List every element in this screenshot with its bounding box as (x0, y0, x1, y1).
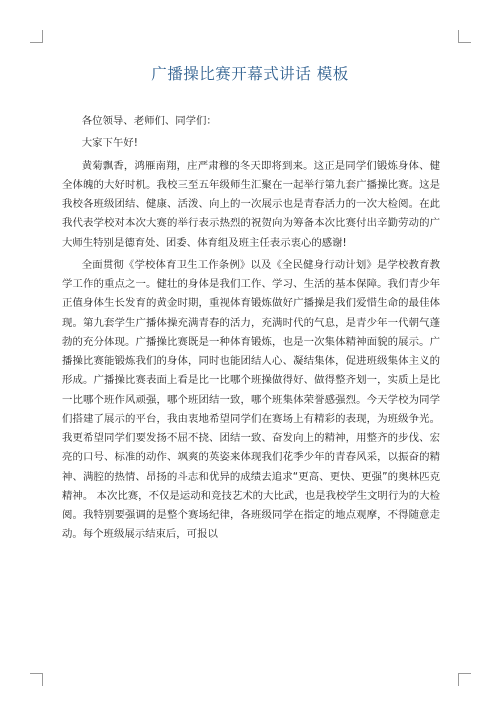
corner-mark-bottom-right (458, 673, 471, 686)
corner-mark-top-left (30, 30, 43, 43)
greeting: 大家下午好! (81, 137, 138, 150)
paragraph-1: 黄菊飘香，鸿雁南翔，庄严肃穆的冬天即将到来。这正是同学们锻炼身体、健全体魄的大好时机。我校三至五年级师生汇聚在一起举行第九套广播操比赛。这是我校各班级团结、健康、活泼、向上的一次展示也是青春活力的一次大检阅。在此我代表学校对本次大赛的举行表示热烈的祝贺向为筹备本次比赛付出辛勤劳动的广大师生特别是德育处、团委、体育组及班主任表示衷心的感谢! (62, 159, 440, 249)
paragraph-2: 全面贯彻《学校体育卫生工作条例》以及《全民健身行动计划》是学校教育教学工作的重点之一。健壮的身体是我们工作、学习、生活的基本保障。我们青少年正值身体生长发育的黄金时期，重视体育锻炼做好广播操是我们爱惜生命的最佳体现。第九套学生广播体操充满青春的活力，充满时代的气息，是青少年一代朝气蓬勃的充分体现。广播操比赛既是一种体育锻炼，也是一次集体精神面貌的展示。广播操比赛能锻炼我们的身体，同时也能团结人心、凝结集体，促进班级集体主义的形成。广播操比赛表面上看是比一比哪个班操做得好、做得整齐划一，实质上是比一比哪个班作风顽强，哪个班团结一致，哪个班集体荣誉感强烈。今天学校为同学们搭建了展示的平台，我由衷地希望同学们在赛场上有精彩的表现，为班级争光。我更希望同学们要发扬不屈不挠、团结一致、奋发向上的精神，用整齐的步伐、宏亮的口号、标准的动作、飒爽的英姿来体现我们花季少年的青春风采，以振奋的精神、满腔的热情、昂扬的斗志和优异的成绩去追求“更高、更快、更强”的奥林匹克精神。 本次比赛，不仅是运动和竞技艺术的大比武，也是我校学生文明行为的大检阅。我特别要强调的是整个赛场纪律，各班级同学在指定的地点观摩，不得随意走动。每个班级展示结束后，可报以 (62, 258, 440, 541)
document-body (62, 112, 440, 545)
document-title: 广播操比赛开幕式讲话 模板 (151, 65, 349, 83)
corner-mark-top-right (458, 30, 471, 43)
salutation: 各位领导、老师们、同学们： (81, 115, 217, 127)
corner-mark-bottom-left (30, 673, 43, 686)
